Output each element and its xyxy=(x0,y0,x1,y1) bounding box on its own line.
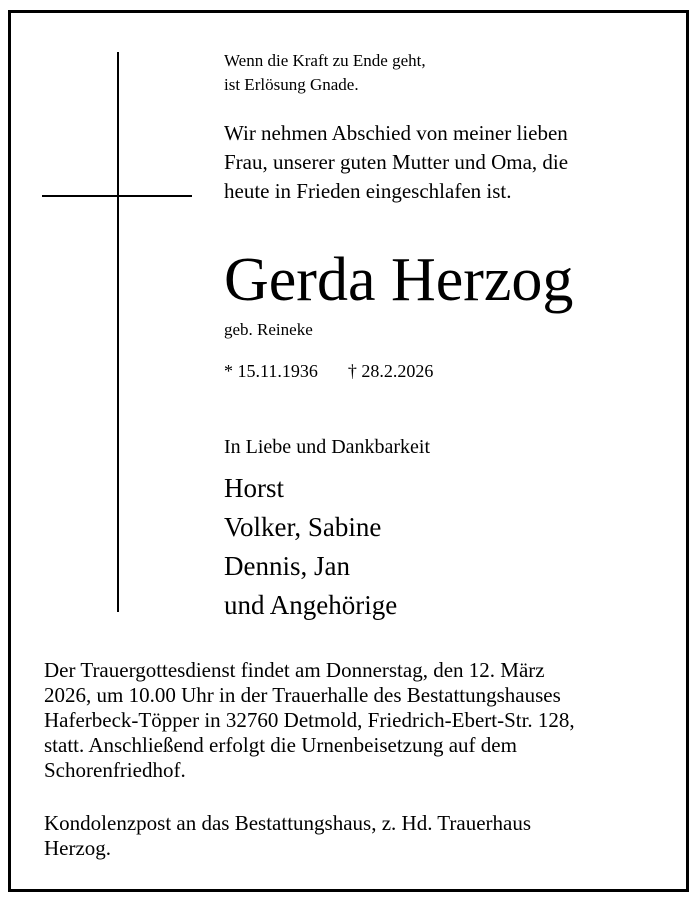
birth-date: * 15.11.1936 xyxy=(224,361,318,381)
service-line: Der Trauergottesdienst findet am Donnerstag, den 12. März xyxy=(44,658,545,682)
death-date: † 28.2.2026 xyxy=(347,361,434,381)
condolence-line: Herzog. xyxy=(44,836,112,860)
mourner: Horst xyxy=(224,473,284,503)
mourner: und Angehörige xyxy=(224,590,398,620)
cross-horizontal-bar xyxy=(42,195,192,197)
intro-text xyxy=(224,119,568,206)
condolence-info xyxy=(44,811,531,861)
condolence-line: Kondolenzpost an das Bestattungshaus, z. Hd. Trauerhaus xyxy=(44,811,532,835)
motto-line: Wenn die Kraft zu Ende geht, xyxy=(224,51,426,70)
mourners-list xyxy=(224,469,397,625)
mourner: Volker, Sabine xyxy=(224,512,382,542)
motto-line: ist Erlösung Gnade. xyxy=(224,75,359,94)
intro-line: heute in Frieden eingeschlafen ist. xyxy=(224,179,512,203)
life-dates xyxy=(224,359,433,383)
service-line: 2026, um 10.00 Uhr in der Trauerhalle des Bestattungshauses xyxy=(44,683,561,707)
service-info xyxy=(44,658,575,783)
motto xyxy=(224,49,426,97)
service-line: statt. Anschließend erfolgt die Urnenbeisetzung auf dem xyxy=(44,733,517,757)
service-line: Haferbeck-Töpper in 32760 Detmold, Friedrich-Ebert-Str. 128, xyxy=(44,708,575,732)
service-line: Schorenfriedhof. xyxy=(44,758,186,782)
maiden-name: geb. Reineke xyxy=(224,320,313,339)
cross-vertical-bar xyxy=(117,52,119,612)
thanks-line: In Liebe und Dankbarkeit xyxy=(224,436,431,458)
intro-line: Frau, unserer guten Mutter und Oma, die xyxy=(224,150,569,174)
mourner: Dennis, Jan xyxy=(224,551,350,581)
deceased-name: Gerda Herzog xyxy=(224,246,574,314)
intro-line: Wir nehmen Abschied von meiner lieben xyxy=(224,121,568,145)
